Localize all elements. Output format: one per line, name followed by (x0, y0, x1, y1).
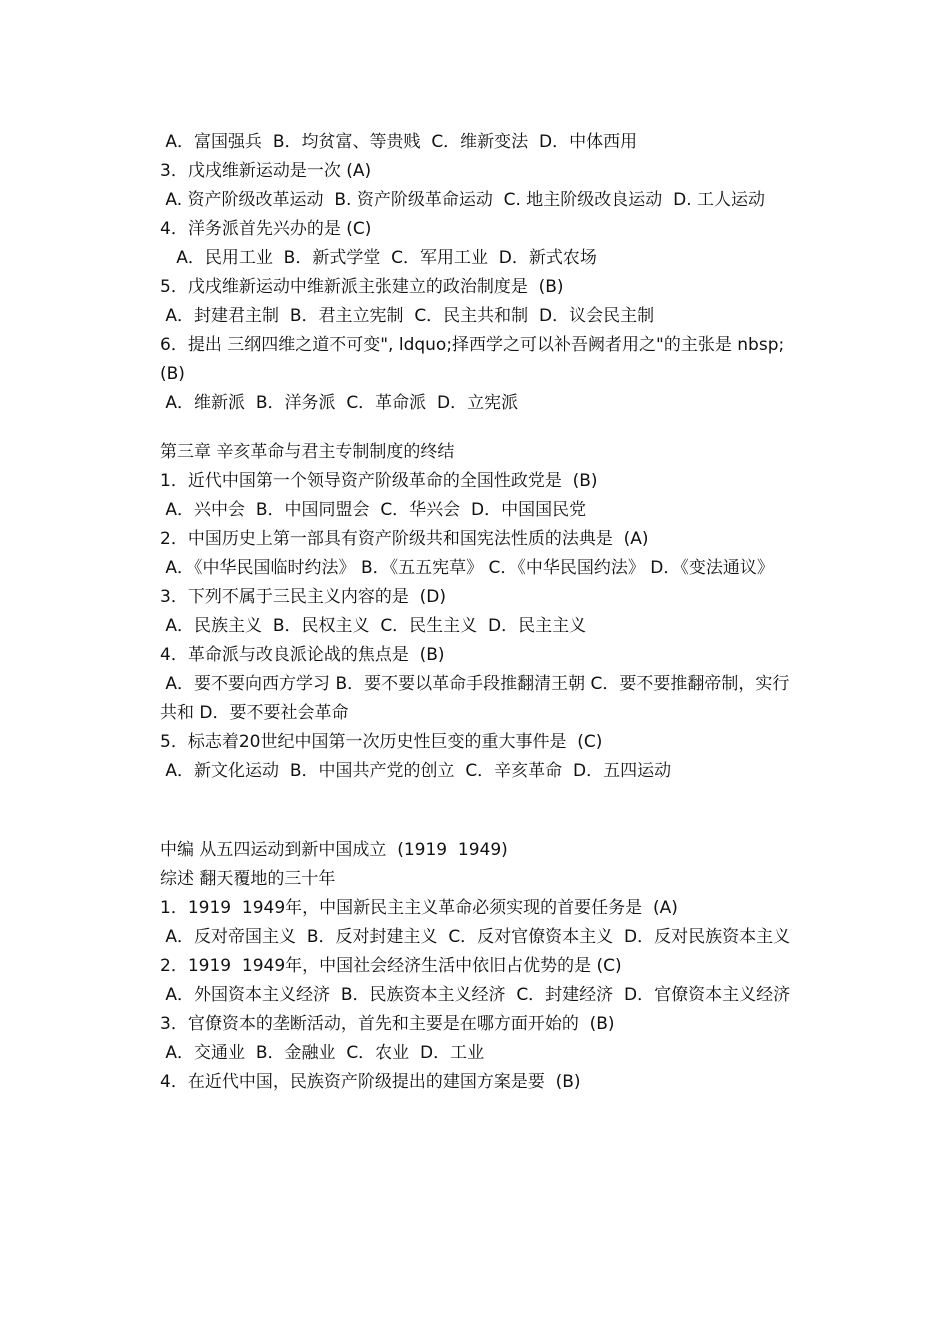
question-line: 4．革命派与改良派论战的焦点是 (B) (160, 645, 445, 665)
question-line: 4．在近代中国，民族资产阶级提出的建国方案是要 (B) (160, 1072, 581, 1092)
question-line: 6．提出 三纲四维之道不可变", ldquo;择西学之可以补吾阙者用之"的主张是 nbsp; (B) (160, 335, 790, 384)
question-line: 3．下列不属于三民主义内容的是 (D) (160, 587, 446, 607)
options-line: A．封建君主制 B．君主立宪制 C．民主共和制 D．议会民主制 (160, 306, 655, 326)
question-line: 3．官僚资本的垄断活动，首先和主要是在哪方面开始的 (B) (160, 1014, 615, 1034)
options-line: A．民族主义 B．民权主义 C．民生主义 D．民主主义 (160, 616, 587, 636)
options-line: A．兴中会 B．中国同盟会 C．华兴会 D．中国国民党 (160, 500, 587, 520)
section-spacer (160, 786, 795, 836)
document-body (160, 128, 795, 1097)
options-line: A．要不要向西方学习 B．要不要以革命手段推翻清王朝 C．要不要推翻帝制，实行共和 D．要不要社会革命 (160, 674, 790, 723)
options-line: A．维新派 B．洋务派 C．革命派 D．立宪派 (160, 393, 519, 413)
question-line: 3．戊戌维新运动是一次 (A) (160, 161, 372, 181)
question-line: 5．戊戌维新运动中维新派主张建立的政治制度是 (B) (160, 277, 564, 297)
question-line: 1．近代中国第一个领导资产阶级革命的全国性政党是 (B) (160, 471, 598, 491)
text-line: A．富国强兵 B．均贫富、等贵贱 C．维新变法 D．中体西用 (160, 132, 638, 152)
options-line: A．民用工业 B．新式学堂 C．军用工业 D．新式农场 (160, 248, 597, 268)
part-heading: 中编 从五四运动到新中国成立 (1919 1949) (160, 840, 508, 860)
question-line: 2．中国历史上第一部具有资产阶级共和国宪法性质的法典是 (A) (160, 529, 649, 549)
options-line: A．交通业 B．金融业 C．农业 D．工业 (160, 1043, 485, 1063)
options-line: A．外国资本主义经济 B．民族资本主义经济 C．封建经济 D．官僚资本主义经济 (160, 985, 791, 1005)
section-heading: 综述 翻天覆地的三十年 (160, 869, 336, 889)
section-spacer (160, 418, 795, 438)
options-line: A．反对帝国主义 B．反对封建主义 C．反对官僚资本主义 D．反对民族资本主义 (160, 927, 791, 947)
question-line: 4．洋务派首先兴办的是 (C) (160, 219, 372, 239)
chapter-heading: 第三章 辛亥革命与君主专制制度的终结 (160, 442, 455, 462)
question-line: 2．1919 1949年，中国社会经济生活中依旧占优势的是 (C) (160, 956, 622, 976)
question-line: 5．标志着20世纪中国第一次历史性巨变的重大事件是 (C) (160, 732, 603, 752)
options-line: A．新文化运动 B．中国共产党的创立 C．辛亥革命 D．五四运动 (160, 761, 672, 781)
options-line: A．《中华民国临时约法》 B．《五五宪草》 C．《中华民国约法》 D．《变法通议》 (160, 558, 774, 578)
options-line: A. 资产阶级改革运动 B. 资产阶级革命运动 C. 地主阶级改良运动 D. 工人运动 (160, 190, 766, 210)
question-line: 1．1919 1949年，中国新民主主义革命必须实现的首要任务是 (A) (160, 898, 678, 918)
